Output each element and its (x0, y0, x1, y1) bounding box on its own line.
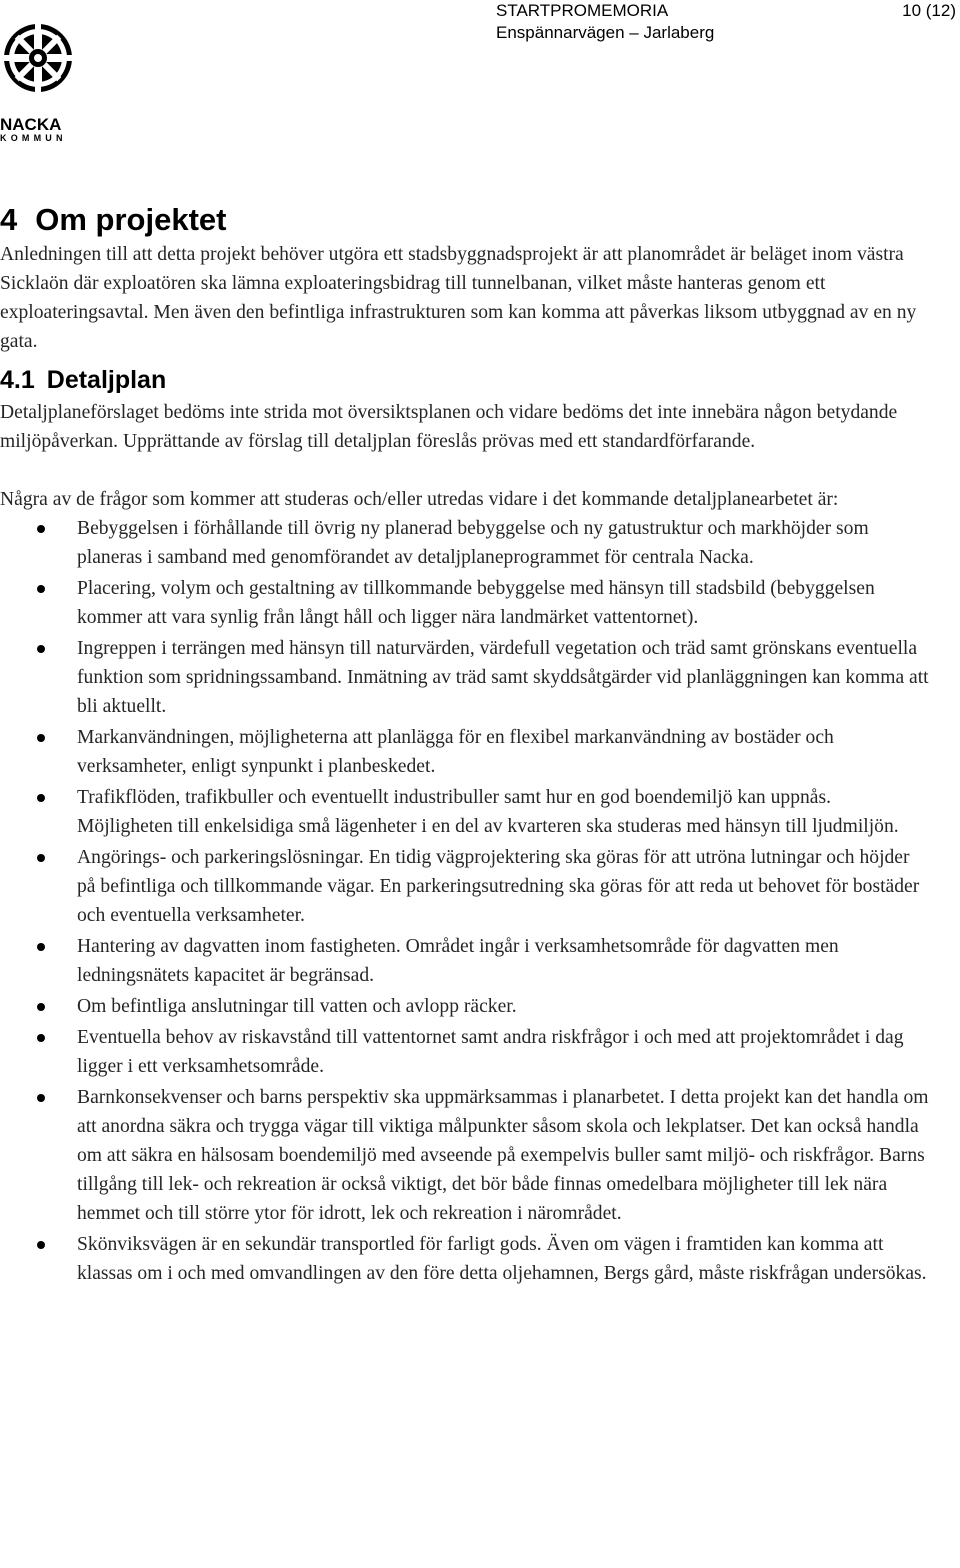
list-item-text: Bebyggelsen i förhållande till övrig ny planerad bebyggelse och ny gatustruktur och markhöjder som planeras i samband med genomförandet av detaljplaneprogrammet för centrala Nacka. (77, 518, 869, 568)
subsection-heading (0, 362, 930, 398)
list-item (0, 1083, 930, 1228)
logo-subtitle: KOMMUN (0, 133, 67, 143)
page-number: 10 (12) (902, 1, 956, 20)
subsection-number: 4.1 (0, 366, 35, 394)
section-intro-paragraph: Anledningen till att detta projekt behöver utgöra ett stadsbyggnadsprojekt är att planområdet är beläget inom västra Sicklaön där exploatören ska lämna exploateringsbidrag till tunnelbanan, vilket måste hanteras genom ett exploateringsavtal. Men även den befintliga infrastrukturen som kan komma att påverkas liksom utbyggnad av en ny gata. (0, 244, 917, 352)
list-item-text: Hantering av dagvatten inom fastigheten. Området ingår i verksamhetsområde för dagvatten men ledningsnätets kapacitet är begränsad. (77, 936, 839, 986)
logo-wordmark: NACKA (0, 115, 62, 134)
list-item (0, 1023, 930, 1081)
list-item-text: Markanvändningen, möjligheterna att planlägga för en flexibel markanvändning av bostäder och verksamheter, enligt synpunkt i planbeskedet. (77, 727, 834, 777)
section-title: Om projektet (35, 202, 227, 237)
bullet-icon (37, 1034, 45, 1042)
bullet-icon (37, 734, 45, 742)
subsection-list-intro: Några av de frågor som kommer att studeras och/eller utredas vidare i det kommande detaljplanearbetet är: (0, 489, 839, 510)
section-heading (0, 200, 930, 240)
subsection-paragraph: Detaljplaneförslaget bedöms inte strida mot översiktsplanen och vidare bedöms det inte innebära någon betydande miljöpåverkan. Upprättande av förslag till detaljplan föreslås prövas med ett standardförfarande. (0, 402, 898, 452)
list-item-text: Om befintliga anslutningar till vatten och avlopp räcker. (77, 996, 517, 1017)
list-item-text: Eventuella behov av riskavstånd till vattentornet samt andra riskfrågor i och med att projektområdet i dag ligger i ett verksamhetsområde. (77, 1027, 904, 1077)
bullet-list (0, 514, 930, 1288)
bullet-icon (37, 1094, 45, 1102)
nacka-emblem-icon (0, 20, 76, 96)
list-item (0, 783, 930, 841)
subsection-title: Detaljplan (46, 366, 167, 394)
list-item-text: Trafikflöden, trafikbuller och eventuellt industribuller samt hur en god boendemiljö kan uppnås. Möjligheten till enkelsidiga små lägenheter i en del av kvarteren ska studeras med hänsyn till ljudmiljön. (77, 787, 899, 837)
list-item (0, 514, 930, 572)
section-number: 4 (0, 202, 18, 237)
bullet-icon (37, 585, 45, 593)
nacka-kommun-logo (0, 20, 76, 143)
list-item (0, 634, 930, 721)
list-item (0, 843, 930, 930)
list-item-text: Ingreppen i terrängen med hänsyn till naturvärden, värdefull vegetation och träd samt grönskans eventuella funktion som spridningssamband. Inmätning av träd samt skyddsåtgärder vid planläggningen kan komma att bli aktuellt. (77, 638, 929, 717)
bullet-icon (37, 943, 45, 951)
bullet-icon (37, 1241, 45, 1249)
bullet-icon (37, 525, 45, 533)
list-item-text: Angörings- och parkeringslösningar. En tidig vägprojektering ska göras för att utröna lutningar och höjder på befintliga och tillkommande vägar. En parkeringsutredning ska göras för att reda ut behovet för bostäder och eventuella verksamheter. (77, 847, 920, 926)
document-body (0, 200, 930, 1290)
list-item-text: Skönviksvägen är en sekundär transportled för farligt gods. Även om vägen i framtiden kan komma att klassas om i och med omvandlingen av den före detta oljehamnen, Bergs gård, måste riskfrågan undersökas. (77, 1234, 927, 1284)
bullet-icon (37, 1003, 45, 1011)
bullet-icon (37, 645, 45, 653)
list-item (0, 992, 930, 1021)
bullet-icon (37, 854, 45, 862)
document-type: STARTPROMEMORIA (496, 1, 669, 20)
bullet-icon (37, 794, 45, 802)
list-item (0, 574, 930, 632)
document-subject: Enspännarvägen – Jarlaberg (496, 23, 715, 42)
list-item-text: Barnkonsekvenser och barns perspektiv ska uppmärksammas i planarbetet. I detta projekt kan det handla om att anordna säkra och trygga vägar till viktiga målpunkter såsom skola och lekplatser. Det kan också handla om att säkra en hälsosam boendemiljö med avseende på exempelvis buller samt miljö- och riskfrågor. Barns tillgång till lek- och rekreation är också viktigt, det bör både finnas omedelbara möjligheter till lek nära hemmet och till större ytor för idrott, lek och rekreation i närområdet. (77, 1087, 929, 1224)
list-item (0, 723, 930, 781)
list-item-text: Placering, volym och gestaltning av tillkommande bebyggelse med hänsyn till stadsbild (bebyggelsen kommer att vara synlig från långt håll och ligger nära landmärket vattentornet). (77, 578, 875, 628)
list-item (0, 932, 930, 990)
list-item (0, 1230, 930, 1288)
